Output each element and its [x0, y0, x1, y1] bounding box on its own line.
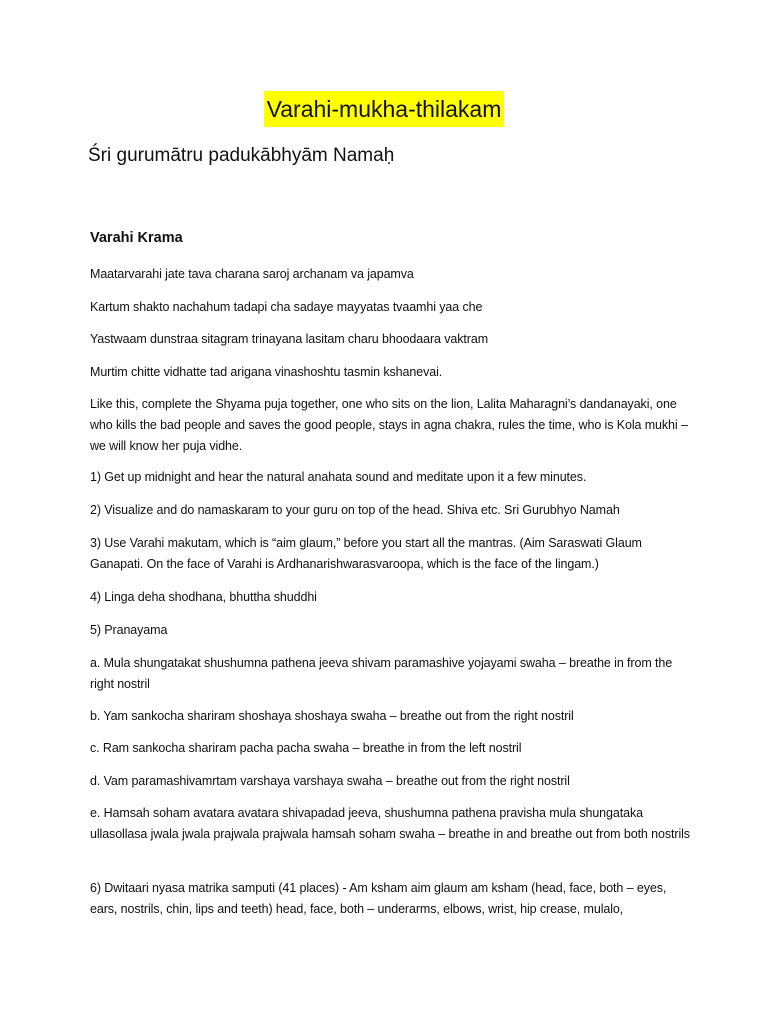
section-heading: Varahi Krama — [90, 230, 183, 246]
step-3: 3) Use Varahi makutam, which is “aim glaum,” before you start all the mantras. (Aim Saraswati Glaum Ganapati. On the face of Varahi is Ardhanarishwarasvaroopa, which is the face of the lingam.) — [90, 536, 642, 571]
pranayama-e: e. Hamsah soham avatara avatara shivapadad jeeva, shushumna pathena pravisha mula shungataka ullasollasa jwala jwala prajwala prajwala hamsah soham swaha – breathe in and breathe out from both nostrils — [90, 806, 690, 841]
verse-line-2: Kartum shakto nachahum tadapi cha sadaye mayyatas tvaamhi yaa che — [90, 300, 483, 314]
title-wrapper — [0, 91, 768, 127]
step-6: 6) Dwitaari nyasa matrika samputi (41 places) - Am ksham aim glaum am ksham (head, face, both – eyes, ears, nostrils, chin, lips and teeth) head, face, both – underarms, elbows, wrist, hip crease, mulalo, — [90, 881, 667, 916]
pranayama-d: d. Vam paramashivamrtam varshaya varshaya swaha – breathe out from the right nostril — [90, 774, 570, 788]
verse-line-4: Murtim chitte vidhatte tad arigana vinashoshtu tasmin kshanevai. — [90, 365, 443, 379]
document-title: Varahi-mukha-thilakam — [264, 91, 505, 127]
intro-paragraph: Like this, complete the Shyama puja together, one who sits on the lion, Lalita Maharagni’s dandanayaki, one who kills the bad people and saves the good people, stays in agna chakra, rules the time, who is Kola mukhi – we will know her puja vidhe. — [90, 397, 688, 453]
invocation-line: Śri gurumātru padukābhyām Namaḥ — [88, 145, 395, 166]
verse-line-1: Maatarvarahi jate tava charana saroj archanam va japamva — [90, 267, 414, 281]
pranayama-c: c. Ram sankocha shariram pacha pacha swaha – breathe in from the left nostril — [90, 741, 522, 755]
step-5: 5) Pranayama — [90, 623, 168, 637]
step-2: 2) Visualize and do namaskaram to your guru on top of the head. Shiva etc. Sri Gurubhyo Namah — [90, 503, 620, 517]
step-4: 4) Linga deha shodhana, bhuttha shuddhi — [90, 590, 317, 604]
pranayama-b: b. Yam sankocha shariram shoshaya shoshaya swaha – breathe out from the right nostril — [90, 709, 574, 723]
verse-line-3: Yastwaam dunstraa sitagram trinayana lasitam charu bhoodaara vaktram — [90, 332, 489, 346]
pranayama-a: a. Mula shungatakat shushumna pathena jeeva shivam paramashive yojayami swaha – breathe in from the right nostril — [90, 656, 673, 691]
step-1: 1) Get up midnight and hear the natural anahata sound and meditate upon it a few minutes. — [90, 470, 587, 484]
